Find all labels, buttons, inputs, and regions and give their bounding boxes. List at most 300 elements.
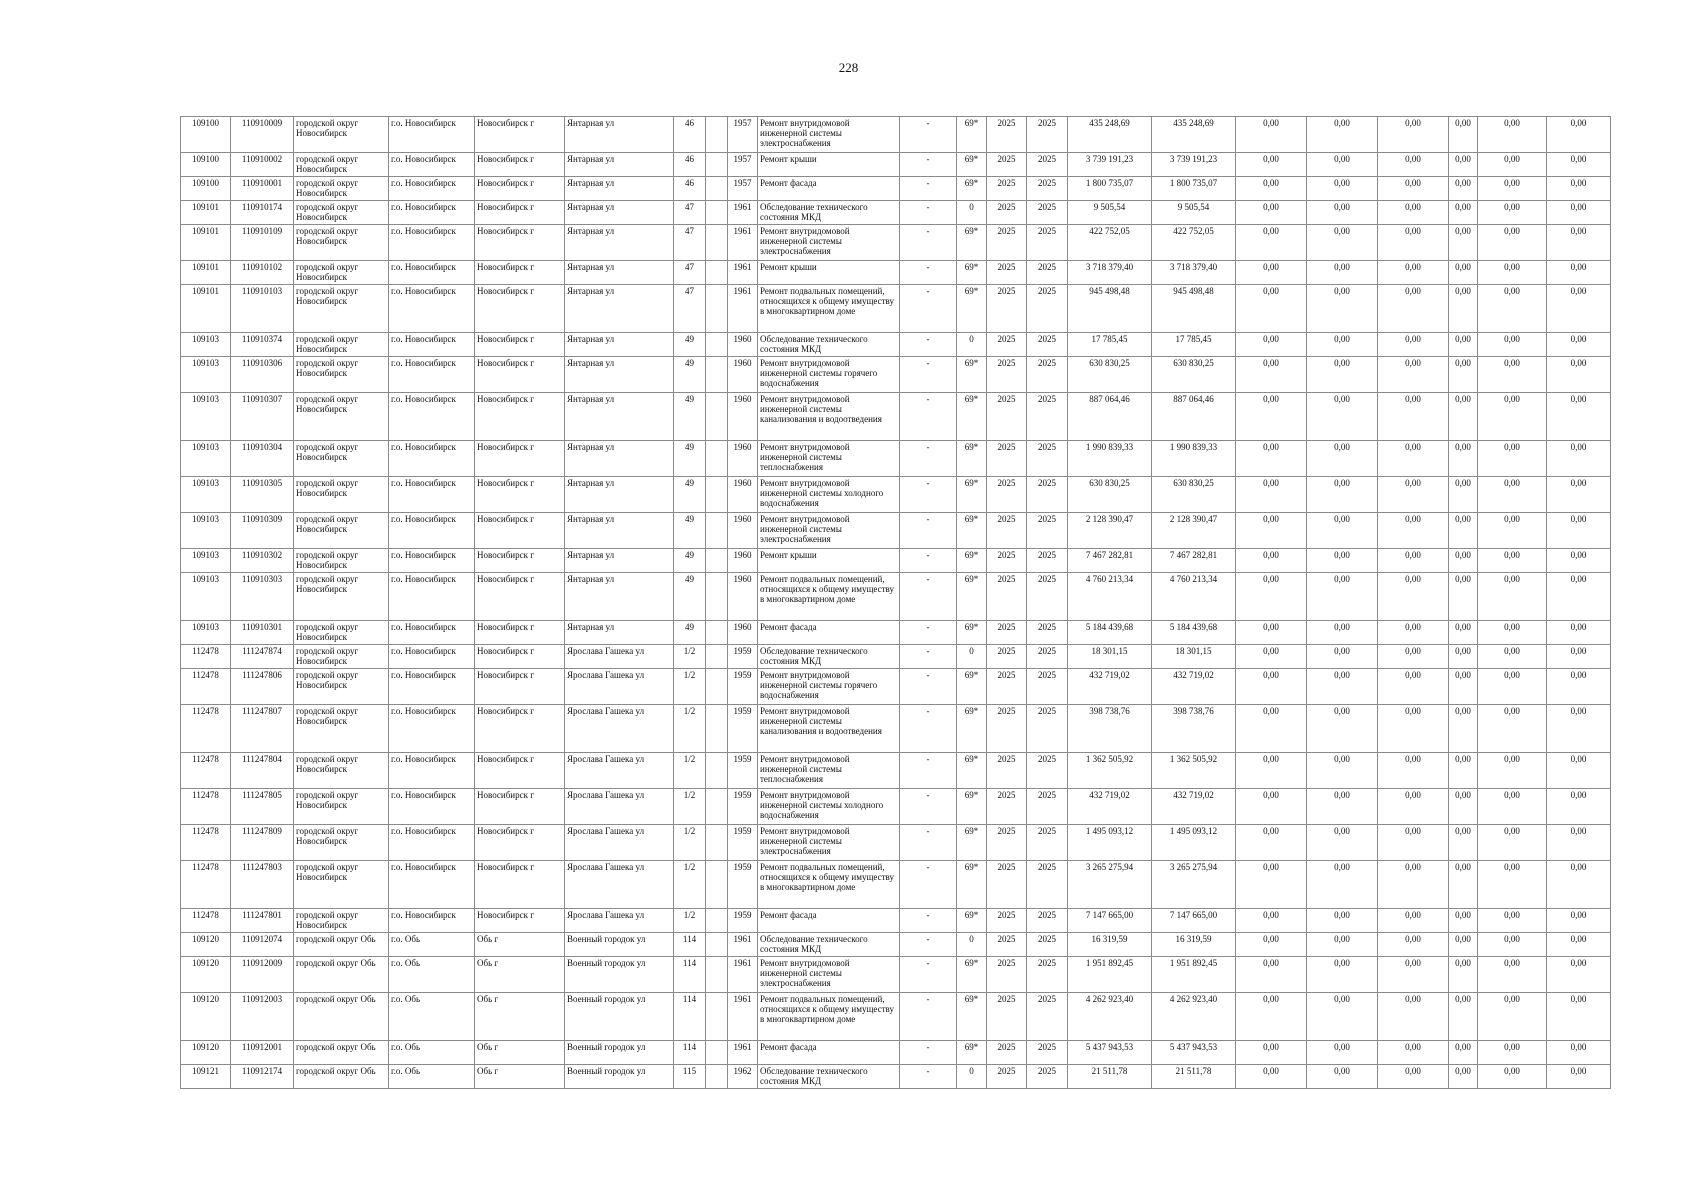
build-year-cell: 1960 [728,333,758,357]
amount-6-cell: 0,00 [1547,933,1611,957]
settlement-cell: Новосибирск г [475,549,565,573]
street-cell: Янтарная ул [565,477,674,513]
total-cost-cell: 630 830,25 [1068,357,1152,393]
fund-cost-cell: 2 128 390,47 [1152,513,1236,549]
total-cost-cell: 422 752,05 [1068,225,1152,261]
dash-mark-cell: - [900,333,957,357]
fund-cost-cell: 630 830,25 [1152,477,1236,513]
building-cell [706,1065,728,1089]
build-year-cell: 1961 [728,261,758,285]
fund-cost-cell: 945 498,48 [1152,285,1236,333]
table-row [181,789,1611,825]
amount-1-cell: 0,00 [1236,957,1307,993]
work-code-cell: 110910103 [231,285,294,333]
urban-district-cell: г.о. Обь [389,1065,475,1089]
settlement-cell: Новосибирск г [475,645,565,669]
municipality-cell: городской округ Обь [294,933,389,957]
settlement-cell: Обь г [475,993,565,1041]
amount-4-cell: 0,00 [1449,117,1478,153]
work-code-cell: 110910301 [231,621,294,645]
amount-3-cell: 0,00 [1378,669,1449,705]
amount-6-cell: 0,00 [1547,957,1611,993]
house-number-cell: 49 [674,393,706,441]
object-id-cell: 112478 [181,861,231,909]
total-cost-cell: 7 467 282,81 [1068,549,1152,573]
work-type-cell: Ремонт внутридомовой инженерной системы электроснабжения [758,225,900,261]
amount-4-cell: 0,00 [1449,333,1478,357]
urban-district-cell: г.о. Обь [389,993,475,1041]
settlement-cell: Новосибирск г [475,261,565,285]
amount-2-cell: 0,00 [1307,909,1378,933]
wear-percent-cell: 69* [957,261,987,285]
settlement-cell: Обь г [475,933,565,957]
plan-year-end-cell: 2025 [1027,825,1068,861]
table-row [181,909,1611,933]
object-id-cell: 109121 [181,1065,231,1089]
object-id-cell: 109103 [181,573,231,621]
plan-year-end-cell: 2025 [1027,753,1068,789]
work-code-cell: 110912009 [231,957,294,993]
amount-1-cell: 0,00 [1236,573,1307,621]
build-year-cell: 1961 [728,993,758,1041]
street-cell: Янтарная ул [565,333,674,357]
wear-percent-cell: 69* [957,153,987,177]
total-cost-cell: 5 437 943,53 [1068,1041,1152,1065]
fund-cost-cell: 1 800 735,07 [1152,177,1236,201]
total-cost-cell: 4 262 923,40 [1068,993,1152,1041]
urban-district-cell: г.о. Новосибирск [389,825,475,861]
total-cost-cell: 945 498,48 [1068,285,1152,333]
work-code-cell: 110912074 [231,933,294,957]
table-row [181,1065,1611,1089]
municipality-cell: городской округ Новосибирск [294,285,389,333]
building-cell [706,441,728,477]
amount-1-cell: 0,00 [1236,909,1307,933]
amount-1-cell: 0,00 [1236,933,1307,957]
amount-5-cell: 0,00 [1478,933,1547,957]
amount-5-cell: 0,00 [1478,669,1547,705]
dash-mark-cell: - [900,993,957,1041]
table-row [181,825,1611,861]
amount-5-cell: 0,00 [1478,357,1547,393]
build-year-cell: 1959 [728,861,758,909]
wear-percent-cell: 69* [957,573,987,621]
building-cell [706,477,728,513]
plan-year-start-cell: 2025 [987,201,1027,225]
house-number-cell: 47 [674,225,706,261]
wear-percent-cell: 69* [957,549,987,573]
amount-4-cell: 0,00 [1449,789,1478,825]
building-cell [706,201,728,225]
amount-3-cell: 0,00 [1378,285,1449,333]
work-type-cell: Ремонт внутридомовой инженерной системы теплоснабжения [758,753,900,789]
work-code-cell: 110912003 [231,993,294,1041]
table-row [181,957,1611,993]
building-cell [706,549,728,573]
amount-3-cell: 0,00 [1378,441,1449,477]
plan-year-end-cell: 2025 [1027,357,1068,393]
amount-2-cell: 0,00 [1307,441,1378,477]
urban-district-cell: г.о. Новосибирск [389,201,475,225]
plan-year-end-cell: 2025 [1027,201,1068,225]
municipality-cell: городской округ Новосибирск [294,441,389,477]
amount-5-cell: 0,00 [1478,225,1547,261]
amount-4-cell: 0,00 [1449,201,1478,225]
table-row [181,861,1611,909]
municipality-cell: городской округ Новосибирск [294,573,389,621]
object-id-cell: 109101 [181,261,231,285]
amount-5-cell: 0,00 [1478,261,1547,285]
dash-mark-cell: - [900,477,957,513]
building-cell [706,957,728,993]
amount-5-cell: 0,00 [1478,441,1547,477]
street-cell: Военный городок ул [565,1065,674,1089]
building-cell [706,1041,728,1065]
amount-1-cell: 0,00 [1236,201,1307,225]
settlement-cell: Новосибирск г [475,789,565,825]
urban-district-cell: г.о. Новосибирск [389,393,475,441]
build-year-cell: 1957 [728,153,758,177]
amount-3-cell: 0,00 [1378,789,1449,825]
wear-percent-cell: 69* [957,393,987,441]
wear-percent-cell: 69* [957,621,987,645]
house-number-cell: 49 [674,573,706,621]
amount-2-cell: 0,00 [1307,477,1378,513]
amount-5-cell: 0,00 [1478,1041,1547,1065]
total-cost-cell: 435 248,69 [1068,117,1152,153]
house-number-cell: 1/2 [674,909,706,933]
building-cell [706,153,728,177]
work-code-cell: 110910374 [231,333,294,357]
settlement-cell: Новосибирск г [475,669,565,705]
object-id-cell: 109103 [181,549,231,573]
amount-5-cell: 0,00 [1478,393,1547,441]
table-row [181,669,1611,705]
house-number-cell: 1/2 [674,825,706,861]
fund-cost-cell: 3 739 191,23 [1152,153,1236,177]
urban-district-cell: г.о. Новосибирск [389,357,475,393]
amount-2-cell: 0,00 [1307,573,1378,621]
build-year-cell: 1961 [728,285,758,333]
table-row [181,645,1611,669]
urban-district-cell: г.о. Обь [389,933,475,957]
build-year-cell: 1960 [728,513,758,549]
total-cost-cell: 1 362 505,92 [1068,753,1152,789]
amount-2-cell: 0,00 [1307,993,1378,1041]
municipality-cell: городской округ Новосибирск [294,261,389,285]
amount-5-cell: 0,00 [1478,861,1547,909]
table-row [181,1041,1611,1065]
register-body [181,117,1611,1089]
fund-cost-cell: 3 718 379,40 [1152,261,1236,285]
amount-1-cell: 0,00 [1236,285,1307,333]
building-cell [706,513,728,549]
object-id-cell: 109120 [181,957,231,993]
table-row [181,153,1611,177]
wear-percent-cell: 0 [957,333,987,357]
plan-year-start-cell: 2025 [987,1065,1027,1089]
building-cell [706,225,728,261]
municipality-cell: городской округ Новосибирск [294,669,389,705]
table-row [181,513,1611,549]
build-year-cell: 1957 [728,177,758,201]
work-code-cell: 111247804 [231,753,294,789]
table-row [181,357,1611,393]
amount-4-cell: 0,00 [1449,933,1478,957]
amount-5-cell: 0,00 [1478,285,1547,333]
urban-district-cell: г.о. Новосибирск [389,177,475,201]
fund-cost-cell: 1 362 505,92 [1152,753,1236,789]
amount-1-cell: 0,00 [1236,993,1307,1041]
building-cell [706,285,728,333]
urban-district-cell: г.о. Новосибирск [389,573,475,621]
build-year-cell: 1959 [728,825,758,861]
plan-year-end-cell: 2025 [1027,621,1068,645]
fund-cost-cell: 1 951 892,45 [1152,957,1236,993]
wear-percent-cell: 0 [957,645,987,669]
urban-district-cell: г.о. Новосибирск [389,225,475,261]
amount-4-cell: 0,00 [1449,753,1478,789]
total-cost-cell: 887 064,46 [1068,393,1152,441]
wear-percent-cell: 69* [957,825,987,861]
amount-3-cell: 0,00 [1378,753,1449,789]
work-type-cell: Ремонт подвальных помещений, относящихся к общему имуществу в многоквартирном доме [758,573,900,621]
amount-5-cell: 0,00 [1478,957,1547,993]
fund-cost-cell: 5 437 943,53 [1152,1041,1236,1065]
amount-5-cell: 0,00 [1478,645,1547,669]
amount-4-cell: 0,00 [1449,645,1478,669]
house-number-cell: 49 [674,621,706,645]
street-cell: Янтарная ул [565,573,674,621]
dash-mark-cell: - [900,117,957,153]
amount-4-cell: 0,00 [1449,861,1478,909]
work-code-cell: 110910306 [231,357,294,393]
amount-4-cell: 0,00 [1449,357,1478,393]
work-type-cell: Обследование технического состояния МКД [758,645,900,669]
work-code-cell: 110910305 [231,477,294,513]
total-cost-cell: 3 718 379,40 [1068,261,1152,285]
total-cost-cell: 1 951 892,45 [1068,957,1152,993]
build-year-cell: 1961 [728,1041,758,1065]
total-cost-cell: 1 990 839,33 [1068,441,1152,477]
amount-5-cell: 0,00 [1478,333,1547,357]
amount-6-cell: 0,00 [1547,225,1611,261]
wear-percent-cell: 0 [957,201,987,225]
building-cell [706,669,728,705]
fund-cost-cell: 21 511,78 [1152,1065,1236,1089]
amount-4-cell: 0,00 [1449,393,1478,441]
object-id-cell: 109103 [181,477,231,513]
house-number-cell: 1/2 [674,705,706,753]
build-year-cell: 1960 [728,357,758,393]
municipality-cell: городской округ Новосибирск [294,117,389,153]
object-id-cell: 109120 [181,993,231,1041]
street-cell: Янтарная ул [565,549,674,573]
house-number-cell: 47 [674,261,706,285]
amount-4-cell: 0,00 [1449,441,1478,477]
dash-mark-cell: - [900,825,957,861]
table-row [181,441,1611,477]
total-cost-cell: 18 301,15 [1068,645,1152,669]
amount-6-cell: 0,00 [1547,477,1611,513]
settlement-cell: Новосибирск г [475,909,565,933]
street-cell: Янтарная ул [565,513,674,549]
amount-4-cell: 0,00 [1449,573,1478,621]
fund-cost-cell: 3 265 275,94 [1152,861,1236,909]
house-number-cell: 1/2 [674,669,706,705]
amount-2-cell: 0,00 [1307,645,1378,669]
street-cell: Военный городок ул [565,957,674,993]
house-number-cell: 47 [674,201,706,225]
plan-year-start-cell: 2025 [987,573,1027,621]
build-year-cell: 1961 [728,201,758,225]
work-code-cell: 110910102 [231,261,294,285]
amount-5-cell: 0,00 [1478,621,1547,645]
municipality-cell: городской округ Новосибирск [294,225,389,261]
object-id-cell: 112478 [181,645,231,669]
object-id-cell: 109103 [181,357,231,393]
fund-cost-cell: 432 719,02 [1152,789,1236,825]
object-id-cell: 112478 [181,825,231,861]
build-year-cell: 1959 [728,645,758,669]
object-id-cell: 112478 [181,753,231,789]
urban-district-cell: г.о. Новосибирск [389,285,475,333]
plan-year-start-cell: 2025 [987,933,1027,957]
plan-year-end-cell: 2025 [1027,573,1068,621]
house-number-cell: 49 [674,513,706,549]
amount-4-cell: 0,00 [1449,909,1478,933]
municipality-cell: городской округ Обь [294,1065,389,1089]
plan-year-end-cell: 2025 [1027,933,1068,957]
building-cell [706,825,728,861]
municipality-cell: городской округ Обь [294,993,389,1041]
amount-4-cell: 0,00 [1449,477,1478,513]
urban-district-cell: г.о. Новосибирск [389,669,475,705]
amount-1-cell: 0,00 [1236,261,1307,285]
fund-cost-cell: 1 495 093,12 [1152,825,1236,861]
plan-year-start-cell: 2025 [987,261,1027,285]
amount-2-cell: 0,00 [1307,261,1378,285]
house-number-cell: 1/2 [674,645,706,669]
amount-6-cell: 0,00 [1547,549,1611,573]
dash-mark-cell: - [900,705,957,753]
amount-2-cell: 0,00 [1307,957,1378,993]
amount-3-cell: 0,00 [1378,261,1449,285]
object-id-cell: 112478 [181,789,231,825]
wear-percent-cell: 69* [957,957,987,993]
amount-2-cell: 0,00 [1307,393,1378,441]
settlement-cell: Новосибирск г [475,225,565,261]
dash-mark-cell: - [900,645,957,669]
street-cell: Янтарная ул [565,285,674,333]
dash-mark-cell: - [900,201,957,225]
work-code-cell: 110910174 [231,201,294,225]
amount-6-cell: 0,00 [1547,621,1611,645]
wear-percent-cell: 69* [957,789,987,825]
amount-6-cell: 0,00 [1547,153,1611,177]
fund-cost-cell: 887 064,46 [1152,393,1236,441]
table-row [181,621,1611,645]
table-row [181,573,1611,621]
amount-6-cell: 0,00 [1547,201,1611,225]
table-row [181,933,1611,957]
work-type-cell: Ремонт внутридомовой инженерной системы холодного водоснабжения [758,477,900,513]
building-cell [706,861,728,909]
municipality-cell: городской округ Новосибирск [294,825,389,861]
house-number-cell: 46 [674,153,706,177]
dash-mark-cell: - [900,549,957,573]
amount-3-cell: 0,00 [1378,513,1449,549]
building-cell [706,789,728,825]
settlement-cell: Новосибирск г [475,477,565,513]
municipality-cell: городской округ Новосибирск [294,357,389,393]
plan-year-start-cell: 2025 [987,549,1027,573]
wear-percent-cell: 0 [957,1065,987,1089]
amount-3-cell: 0,00 [1378,357,1449,393]
street-cell: Ярослава Гашека ул [565,909,674,933]
wear-percent-cell: 69* [957,753,987,789]
municipality-cell: городской округ Новосибирск [294,705,389,753]
wear-percent-cell: 69* [957,909,987,933]
total-cost-cell: 16 319,59 [1068,933,1152,957]
building-cell [706,261,728,285]
work-code-cell: 110910109 [231,225,294,261]
plan-year-end-cell: 2025 [1027,861,1068,909]
dash-mark-cell: - [900,957,957,993]
house-number-cell: 114 [674,1041,706,1065]
urban-district-cell: г.о. Новосибирск [389,441,475,477]
work-type-cell: Ремонт внутридомовой инженерной системы электроснабжения [758,513,900,549]
settlement-cell: Новосибирск г [475,441,565,477]
dash-mark-cell: - [900,357,957,393]
dash-mark-cell: - [900,393,957,441]
plan-year-start-cell: 2025 [987,753,1027,789]
build-year-cell: 1960 [728,393,758,441]
work-type-cell: Обследование технического состояния МКД [758,333,900,357]
work-type-cell: Ремонт внутридомовой инженерной системы электроснабжения [758,117,900,153]
house-number-cell: 1/2 [674,753,706,789]
dash-mark-cell: - [900,621,957,645]
amount-5-cell: 0,00 [1478,753,1547,789]
street-cell: Ярослава Гашека ул [565,753,674,789]
settlement-cell: Новосибирск г [475,705,565,753]
municipality-cell: городской округ Новосибирск [294,645,389,669]
building-cell [706,705,728,753]
amount-2-cell: 0,00 [1307,753,1378,789]
work-code-cell: 110910009 [231,117,294,153]
building-cell [706,333,728,357]
dash-mark-cell: - [900,861,957,909]
fund-cost-cell: 432 719,02 [1152,669,1236,705]
work-type-cell: Ремонт фасада [758,1041,900,1065]
settlement-cell: Новосибирск г [475,861,565,909]
wear-percent-cell: 0 [957,933,987,957]
urban-district-cell: г.о. Новосибирск [389,705,475,753]
dash-mark-cell: - [900,753,957,789]
total-cost-cell: 3 739 191,23 [1068,153,1152,177]
table-row [181,201,1611,225]
house-number-cell: 49 [674,333,706,357]
wear-percent-cell: 69* [957,669,987,705]
wear-percent-cell: 69* [957,513,987,549]
municipality-cell: городской округ Новосибирск [294,861,389,909]
fund-cost-cell: 435 248,69 [1152,117,1236,153]
work-code-cell: 110910302 [231,549,294,573]
table-row [181,225,1611,261]
amount-4-cell: 0,00 [1449,261,1478,285]
amount-5-cell: 0,00 [1478,549,1547,573]
municipality-cell: городской округ Новосибирск [294,789,389,825]
